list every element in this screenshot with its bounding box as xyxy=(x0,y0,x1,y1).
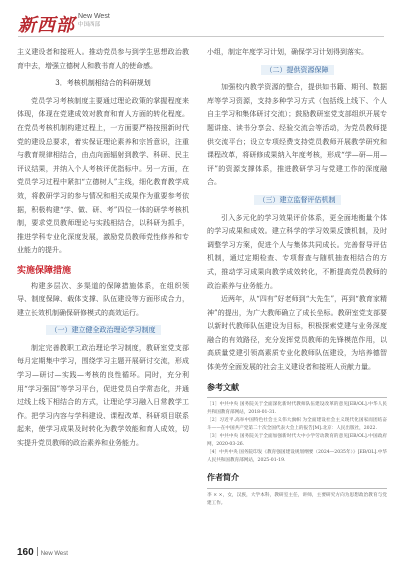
logo-en-line2: 中国西部 xyxy=(78,22,101,28)
paragraph: 近两年，从“四有”好老师到“大先生”，再到“教育家精神”的提出，为广大教师确立了成长坐标。教研室党支部要以新时代教师队伍建设为目标，积极探索党建与业务深度融合的有效路径，充分发挥党员教师的先锋模范作用，以高质量党建引领高素质专业化教师队伍建设，为培养德智体美劳全面发展的社会主义建设者和接班人贡献力量。 xyxy=(207,295,387,372)
paragraph: 制定完善教职工政治理论学习制度，教研室党支部每月定期集中学习，围绕学习主题开展研讨交流，形成学习—研讨—实践—考核的良性循环。同时，充分利用“学习强国”等学习平台，促进党员自学常态化，并通过线上线下相结合的方式，让理论学习融入日常教学工作。把学习内容与学科建设、课程改革、科研项目联系起来，使学习成果及时转化为教学效能和育人成效，切实提升党员教师的政治素养和业务能力。 xyxy=(17,343,189,448)
footer-separator xyxy=(37,547,38,556)
paragraph: 党员学习考核制度主要通过理论政策的掌握程度来体现，体现在党建成效对教育和育人方面的转化程度。在党员考核机制构建过程上，一方面要严格按照新时代党的建设总要求，着实保证理论素养和宗旨意识，注重与教育规律相结合，由点向面辐射到教学、科研、民主评议结果，并纳入个人考核评优指标中。另一方面，在党员学习过程中紧扣“立德树人”主线，细化教育教学成效，将教研学习的参与情况和相关成果作为重要参考依据，积极构建“学、做、研、考”四位一体的研学考核机制，要求党员教师理论与实践相结合，以科研为抓手，推进学科专业化深度发展，激励党员教师党性修养和专业能力的提升。 xyxy=(17,96,189,255)
references-heading: 参考文献 xyxy=(207,382,239,392)
header-rule xyxy=(18,36,384,37)
logo-en-line1: New West xyxy=(78,13,110,20)
footer-brand: New West xyxy=(40,551,68,557)
subheading-label: （二）提供资源保障 xyxy=(261,65,334,75)
left-column xyxy=(17,46,189,451)
paragraph: 主义建设者和接班人。推动党员参与到学生思想政治教育中去，增强立德树人和教书育人的使命感。 xyxy=(17,48,189,70)
reference-item: ［4］中共中央 国务院印发《教育强国建设规划纲要（2024—2035年）》[EB/OL].中华人民共和国教育部网站，2025-01-19. xyxy=(207,450,387,464)
magazine-logo: 新西部 xyxy=(18,15,75,36)
subheading-assessment: 3．考核机制相结合的科研规划 xyxy=(55,79,151,88)
subheading-supervision xyxy=(207,194,387,208)
subheading-label: （一）建立健全政治理论学习制度 xyxy=(46,325,161,335)
subheading-label: （三）建立监督评估机制 xyxy=(254,195,341,205)
author-heading: 作者简介 xyxy=(207,473,239,483)
reference-item: ［3］中共中央 国务院关于全面加强新时代大中小学劳动教育的意见[EB/OL].中国政府网，2020-03-26. xyxy=(207,434,387,448)
paragraph: 引入多元化的学习效果评价体系，更全面地衡量个体的学习成果和成效。建立科学的学习效果反馈机制，及时调整学习方案，促进个人与集体共同成长。完善督导评估机制，通过定期检查、专项督查与随机抽查相结合的方式，推动学习成果向教学成效转化，不断提高党员教师的政治素养与业务能力。 xyxy=(207,213,387,290)
reference-item: ［2］习近平.高举中国特色社会主义伟大旗帜 为全面建设社会主义现代化国家而团结奋斗——在中国共产党第二十次全国代表大会上的报告[M].北京：人民出版社，2022. xyxy=(207,418,387,432)
paragraph: 构建多层次、多渠道的保障措施体系，在组织领导、制度保障、载体支撑、队伍建设等方面形成合力，建立长效机制确保研修模式的高效运行。 xyxy=(17,281,189,317)
author-bio: 李 × ×，女，汉族，大学本科，教研室主任，讲师，主要研究方向为思想政治教育与党建工作。 xyxy=(207,492,387,506)
subheading-study-system xyxy=(17,324,189,338)
paragraph: 小组，制定年度学习计划，确保学习计划得到落实。 xyxy=(207,48,368,56)
divider xyxy=(207,488,387,489)
right-column xyxy=(207,46,387,508)
section-heading-safeguards: 实施保障措施 xyxy=(17,264,72,275)
paragraph: 加强校内教学资源的整合，提供如书籍、期刊、数据库等学习资源，支持多种学习方式（包括线上线下、个人自主学习和集体研讨交流）；鼓励教研室党支部组织开展专题讲座、读书分享会、经验交流会等活动，为党员教师提供交流平台；设立专项经费支持党员教师开展教学研究和课程改革，将研修成果纳入年度考核，形成“学—研—用—评”的资源支撑体系，推进教研学习与党建工作的深度融合。 xyxy=(207,83,387,187)
page-number: 160 xyxy=(17,547,34,558)
page-footer xyxy=(17,542,68,556)
reference-item: ［1］中共中央 国务院关于全面深化新时代教师队伍建设改革的意见[EB/OL].中华人民共和国教育部网站，2018-01-31. xyxy=(207,402,387,416)
magazine-subtitle xyxy=(78,13,110,29)
page-header xyxy=(18,8,384,34)
subheading-resources xyxy=(207,64,387,78)
divider xyxy=(207,397,387,398)
